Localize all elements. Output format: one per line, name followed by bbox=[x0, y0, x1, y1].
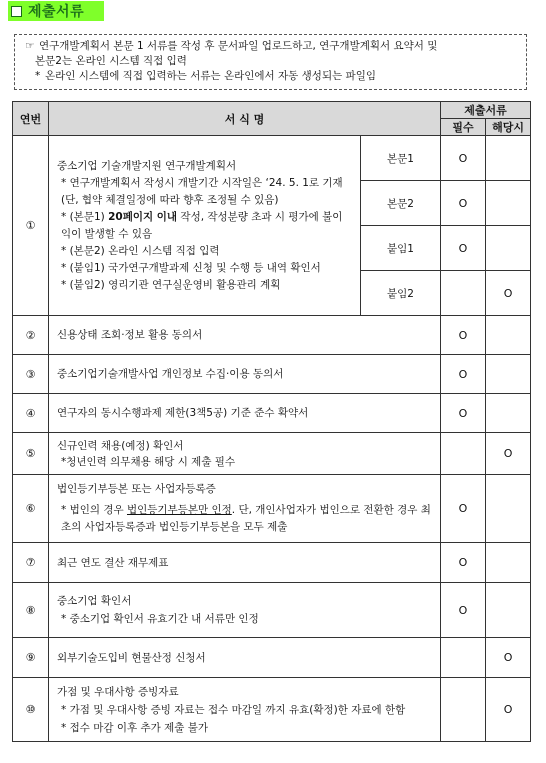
required-mark: O bbox=[441, 583, 486, 638]
row-number: ⑨ bbox=[13, 638, 49, 678]
row-title-text: 법인등기부등본 또는 사업자등록증 bbox=[57, 483, 216, 495]
row-title: 최근 연도 결산 재무제표 bbox=[49, 543, 441, 583]
table-row bbox=[13, 316, 531, 355]
row-title: 연구자의 동시수행과제 제한(3책5공) 기준 준수 확약서 bbox=[49, 394, 441, 433]
row-title bbox=[49, 136, 361, 316]
row-note-bold: 20페이지 이내 bbox=[108, 210, 178, 223]
sub-label: 붙임1 bbox=[361, 226, 441, 271]
row-note: * (본문2) 온라인 시스템 직접 입력 bbox=[61, 244, 220, 257]
row-number: ③ bbox=[13, 355, 49, 394]
required-mark: O bbox=[441, 136, 486, 181]
required-mark: O bbox=[441, 316, 486, 355]
row-note: * (붙임2) 영리기관 연구실운영비 활용관리 계획 bbox=[61, 278, 281, 291]
applicable-mark bbox=[486, 394, 531, 433]
row-number: ④ bbox=[13, 394, 49, 433]
row-title: 중소기업기술개발사업 개인정보 수집·이용 동의서 bbox=[49, 355, 441, 394]
pointing-hand-icon: ☞ bbox=[25, 40, 35, 52]
notice-line-1-cont: 본문2는 온라인 시스템 직접 입력 bbox=[35, 55, 187, 67]
required-mark bbox=[441, 638, 486, 678]
table-row bbox=[13, 543, 531, 583]
required-mark: O bbox=[441, 543, 486, 583]
row-note-part: * (본문1) bbox=[61, 210, 105, 223]
applicable-mark bbox=[486, 181, 531, 226]
sub-label: 본문2 bbox=[361, 181, 441, 226]
required-mark: O bbox=[441, 475, 486, 543]
row-number: ⑤ bbox=[13, 433, 49, 475]
required-mark: O bbox=[441, 394, 486, 433]
applicable-mark bbox=[486, 583, 531, 638]
row-title-text: 중소기업 기술개발지원 연구개발계획서 bbox=[57, 159, 237, 172]
header-submit: 제출서류 bbox=[441, 102, 531, 119]
row-note: * 중소기업 확인서 유효기간 내 서류만 인정 bbox=[61, 613, 259, 625]
row-title bbox=[49, 433, 441, 475]
row-title: 신용상태 조회·정보 활용 동의서 bbox=[49, 316, 441, 355]
table-row bbox=[13, 638, 531, 678]
header-required: 필수 bbox=[441, 119, 486, 136]
row-title: 외부기술도입비 현물산정 신청서 bbox=[49, 638, 441, 678]
required-mark: O bbox=[441, 181, 486, 226]
section-title-text: 제출서류 bbox=[28, 4, 85, 20]
required-mark bbox=[441, 271, 486, 316]
row-title-text: 신규인력 채용(예정) 확인서 bbox=[57, 439, 184, 452]
header-name: 서 식 명 bbox=[49, 102, 441, 136]
row-number: ① bbox=[13, 136, 49, 316]
required-mark: O bbox=[441, 226, 486, 271]
row-title-text: 중소기업 확인서 bbox=[57, 595, 132, 607]
applicable-mark bbox=[486, 543, 531, 583]
required-mark bbox=[441, 433, 486, 475]
row-number: ⑩ bbox=[13, 678, 49, 742]
row-title-text: 가점 및 우대사항 증빙자료 bbox=[57, 685, 179, 698]
row-note: * 가점 및 우대사항 증빙 자료는 접수 마감일 까지 유효(확정)한 자료에 한함 bbox=[61, 703, 406, 716]
notice-line-2: 온라인 시스템에 직접 입력하는 서류는 온라인에서 자동 생성되는 파일임 bbox=[45, 70, 376, 82]
applicable-mark bbox=[486, 226, 531, 271]
applicable-mark bbox=[486, 475, 531, 543]
row-note: *청년인력 의무채용 해당 시 제출 필수 bbox=[61, 455, 236, 468]
row-title bbox=[49, 678, 441, 742]
row-note-part: * 법인의 경우 bbox=[61, 504, 127, 516]
table-row bbox=[13, 678, 531, 742]
section-title bbox=[8, 1, 104, 21]
checkbox-square-icon bbox=[11, 6, 22, 17]
row-number: ② bbox=[13, 316, 49, 355]
row-note-part: 작성, 작성분량 초과 시 평가에 불이익이 발생할 수 있음 bbox=[61, 210, 343, 240]
header-applicable: 해당시 bbox=[486, 119, 531, 136]
table-row bbox=[13, 475, 531, 543]
header-no: 연번 bbox=[13, 102, 49, 136]
row-note bbox=[57, 209, 352, 243]
applicable-mark bbox=[486, 316, 531, 355]
applicable-mark: O bbox=[486, 638, 531, 678]
row-title bbox=[49, 583, 441, 638]
row-note: * 접수 마감 이후 추가 제출 불가 bbox=[61, 721, 208, 734]
applicable-mark: O bbox=[486, 678, 531, 742]
required-mark: O bbox=[441, 355, 486, 394]
row-note: * (붙임1) 국가연구개발과제 신청 및 수행 등 내역 확인서 bbox=[61, 261, 321, 274]
row-note-underlined: 법인등기부등본만 인정 bbox=[126, 504, 232, 516]
table-row bbox=[13, 136, 531, 181]
asterisk-mark: * bbox=[35, 70, 41, 82]
notice-line-1: 연구개발계획서 본문 1 서류를 작성 후 문서파일 업로드하고, 연구개발계획서 요약서 및 bbox=[39, 40, 438, 52]
row-note: * 연구개발계획서 작성시 개발기간 시작일은 ‘24. 5. 1로 기재 (단, 협약 체결일정에 따라 향후 조정될 수 있음) bbox=[61, 176, 343, 206]
row-title bbox=[49, 475, 441, 543]
applicable-mark: O bbox=[486, 271, 531, 316]
table-row bbox=[13, 583, 531, 638]
row-note bbox=[57, 502, 432, 536]
applicable-mark: O bbox=[486, 433, 531, 475]
row-note-part: . 단, 개인사업자가 법인으로 전환한 경우 최초의 사업자등록증과 법인등기부등본을 모두 제출 bbox=[61, 504, 431, 533]
row-number: ⑥ bbox=[13, 475, 49, 543]
table-row bbox=[13, 394, 531, 433]
notice-box bbox=[14, 34, 527, 90]
required-mark bbox=[441, 678, 486, 742]
row-number: ⑦ bbox=[13, 543, 49, 583]
documents-table bbox=[12, 101, 531, 742]
sub-label: 붙임2 bbox=[361, 271, 441, 316]
applicable-mark bbox=[486, 136, 531, 181]
table-row bbox=[13, 355, 531, 394]
row-number: ⑧ bbox=[13, 583, 49, 638]
table-row bbox=[13, 433, 531, 475]
applicable-mark bbox=[486, 355, 531, 394]
sub-label: 본문1 bbox=[361, 136, 441, 181]
